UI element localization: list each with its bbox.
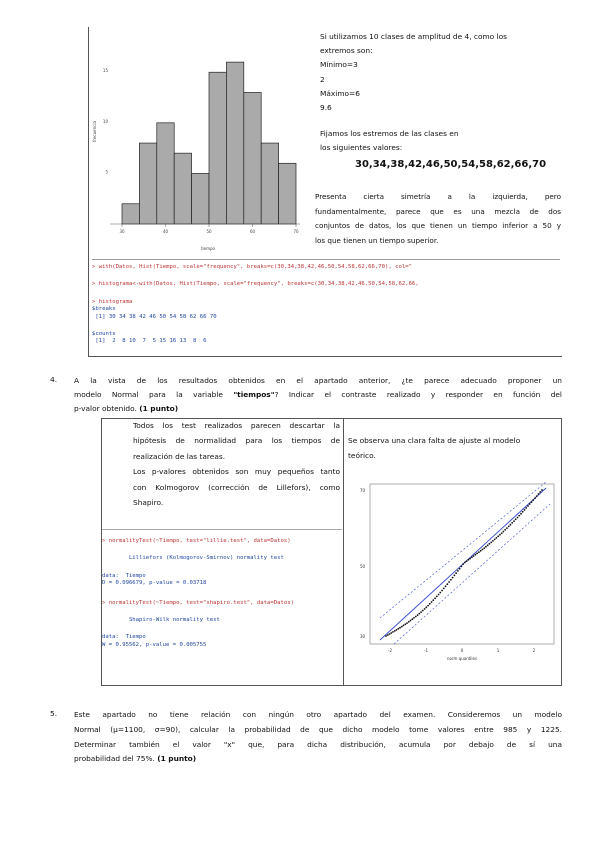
q4-bold-word: "tiempos": [233, 390, 275, 400]
qq-point: [446, 583, 448, 585]
qq-point: [503, 531, 505, 533]
console-output: W = 0.95562, p-value = 0.005755: [102, 641, 207, 648]
qq-point: [415, 616, 417, 618]
qq-point: [466, 560, 468, 562]
qq-point: [434, 597, 436, 599]
comment-line: los que tienen un tiempo superior.: [315, 235, 439, 245]
q5-line: Este apartado no tiene relación con ningún otro apartado del examen. Consideremos un modelo: [74, 710, 562, 719]
qq-xtick: 1: [496, 648, 500, 653]
x-tick-label: 70: [293, 229, 299, 234]
qq-plot: [350, 478, 558, 674]
q4-line: [74, 402, 562, 416]
answer-line: Todos los test realizados parecen descartar la: [133, 421, 340, 430]
qq-ytick: 50: [360, 564, 366, 569]
qq-point: [443, 588, 445, 590]
x-tick-label: 40: [162, 229, 169, 234]
qq-point: [522, 511, 524, 513]
console-command: > with(Datos, Hist(Tiempo, scale="frequency", breaks=c(30,34,38,42,46,50,54,58,62,66,70), col=": [92, 264, 412, 270]
histogram-bar: [174, 153, 191, 224]
histogram-bar: [139, 143, 156, 224]
qq-point: [390, 632, 392, 634]
qq-point: [508, 526, 510, 528]
qq-point: [513, 520, 515, 522]
q5-number: 5.: [50, 709, 58, 718]
answer-line: realización de las tareas.: [133, 451, 226, 461]
answer-line: hipótesis de normalidad para los tiempos de: [133, 436, 340, 446]
qq-point: [529, 503, 531, 505]
qq-point: [448, 581, 450, 583]
qq-point: [504, 529, 506, 531]
right-line: teórico.: [348, 451, 376, 460]
qq-point: [406, 622, 408, 624]
answer-line: Los p-valores obtenidos son muy pequeños tanto: [133, 467, 340, 477]
qq-point: [399, 627, 401, 629]
qq-point: [541, 489, 543, 491]
console-output: [1] 30 34 38 42 46 50 54 58 62 66 70: [92, 313, 217, 320]
qq-point: [431, 601, 433, 603]
qq-point: [461, 566, 463, 568]
console-output: data: Tiempo: [102, 634, 146, 641]
qq-point: [392, 631, 394, 633]
qq-xtick: 0: [460, 648, 464, 653]
qq-point: [473, 555, 475, 557]
qq-envelope-lower: [394, 504, 550, 644]
qq-point: [420, 611, 422, 613]
class-description: [320, 30, 560, 156]
qq-point: [413, 617, 415, 619]
intro-line: Máximo=6: [320, 88, 360, 98]
qq-point: [489, 543, 491, 545]
qq-point: [445, 585, 447, 587]
fix-line: Fijamos los estremos de las clases en: [320, 129, 459, 139]
console-output: data: Tiempo: [102, 572, 146, 579]
qq-point: [454, 575, 456, 577]
intro-line: Si utilizamos 10 clases de amplitud de 4, como los: [320, 32, 507, 41]
y-tick-label: 5: [105, 169, 108, 175]
answer-line: Shapiro.: [133, 498, 164, 508]
qq-point: [532, 499, 534, 501]
qq-xtick: -2: [388, 648, 392, 653]
r-console: [92, 259, 560, 356]
qq-point: [403, 625, 405, 627]
qq-point: [401, 626, 403, 628]
qq-point: [518, 515, 520, 517]
q5-statement: [74, 708, 562, 767]
qq-point: [539, 491, 541, 493]
qq-point: [485, 546, 487, 548]
qq-point: [469, 558, 471, 560]
qq-point: [501, 532, 503, 534]
fix-line: los siguientes valores:: [320, 143, 403, 153]
y-tick-label: 15: [102, 68, 108, 74]
qq-point: [478, 551, 480, 553]
q4-line-end: p-valor obtenido.: [74, 404, 137, 414]
intro-line: extremos son:: [320, 46, 373, 56]
qq-point: [499, 534, 501, 536]
qq-point: [490, 542, 492, 544]
intro-line: 9.6: [320, 103, 332, 113]
q4-statement: [74, 374, 562, 417]
comment-line: fundamentalmente, parece que es una mezcla de dos: [315, 206, 561, 216]
histogram-bar: [157, 123, 174, 224]
qq-point: [525, 507, 527, 509]
qq-point: [422, 610, 424, 612]
q4-number: 4.: [50, 375, 58, 384]
histogram-comment: [315, 190, 561, 248]
qq-point: [515, 518, 517, 520]
qq-point: [531, 501, 533, 503]
qq-point: [517, 517, 519, 519]
q4-line-start: modelo Normal para la variable: [74, 390, 223, 400]
console-output: $breaks: [92, 306, 116, 313]
qq-envelope-upper: [380, 482, 546, 618]
qq-point: [468, 559, 470, 561]
qq-point: [387, 634, 389, 636]
console-output: $counts: [92, 331, 116, 338]
qq-point: [510, 524, 512, 526]
qq-point: [459, 568, 461, 570]
q4-line: [74, 388, 562, 402]
qq-xlabel: norm quantiles: [446, 656, 478, 661]
qq-point: [483, 547, 485, 549]
answer-line: con Kolmogorov (corrección de Lillefors), como: [133, 482, 340, 492]
console-output: Shapiro-Wilk normality test: [102, 617, 220, 624]
qq-point: [438, 594, 440, 596]
qq-point: [497, 535, 499, 537]
qq-point: [452, 577, 454, 579]
histogram-chart: [88, 30, 306, 255]
qq-point: [396, 629, 398, 631]
x-tick-label: 60: [249, 229, 256, 234]
qq-point: [410, 620, 412, 622]
q4-right-text: [348, 433, 560, 463]
right-line: Se observa una clara falta de ajuste al modelo: [348, 436, 521, 445]
console-command: > histograma<-with(Datos, Hist(Tiempo, scale="frequency", breaks=c(30,34,38,42,46,50,54,58,62,66,: [92, 281, 419, 288]
histogram-bar: [244, 92, 261, 224]
qq-ytick: 30: [360, 634, 366, 639]
qq-point: [394, 630, 396, 632]
console-output: [1] 2 8 10 7 5 15 16 13 8 6: [92, 338, 207, 345]
qq-point: [471, 556, 473, 558]
q5-line-end: probabilidad del 75%.: [74, 754, 155, 764]
qq-point: [538, 493, 540, 495]
comment-line: Presenta cierta simetría a la izquierda, pero: [315, 192, 561, 201]
histogram-bar: [226, 62, 243, 224]
q4-points: (1 punto): [139, 404, 179, 414]
qq-point: [482, 549, 484, 551]
intro-line: 2: [320, 74, 325, 84]
qq-ytick: 70: [360, 488, 366, 493]
console-command: > normalityTest(~Tiempo, test="shapiro.test", data=Datos): [102, 599, 294, 606]
histogram-bar: [192, 173, 209, 224]
qq-point: [492, 540, 494, 542]
qq-point: [385, 635, 387, 637]
q4-answer-text: [106, 418, 340, 510]
breaks-values: 30,34,38,42,46,50,54,58,62,66,70: [355, 159, 547, 170]
qq-point: [408, 621, 410, 623]
qq-point: [427, 605, 429, 607]
qq-point: [476, 553, 478, 555]
x-tick-label: 30: [119, 229, 125, 234]
q4-line: A la vista de los resultados obtenidos en el apartado anterior, ¿te parece adecuado proponer un: [74, 376, 562, 385]
y-tick-label: 10: [102, 118, 108, 124]
qq-point: [417, 614, 419, 616]
histogram-bar: [261, 143, 278, 224]
qq-point: [520, 513, 522, 515]
qq-point: [425, 606, 427, 608]
qq-point: [404, 623, 406, 625]
qq-point: [432, 599, 434, 601]
comment-line: conjuntos de datos, los que tienen un tiempo inferior a 50 y: [315, 221, 561, 231]
console-command: > histograma: [92, 298, 133, 305]
qq-point: [462, 563, 464, 565]
qq-point: [411, 618, 413, 620]
qq-point: [527, 505, 529, 507]
qq-point: [536, 495, 538, 497]
qq-point: [524, 509, 526, 511]
qq-point: [418, 613, 420, 615]
histogram-bar: [209, 72, 226, 224]
qq-point: [450, 579, 452, 581]
qq-point: [457, 570, 459, 572]
console-command: > normalityTest(~Tiempo, test="lillie.test", data=Datos): [102, 538, 291, 544]
qq-point: [534, 497, 536, 499]
qq-point: [397, 628, 399, 630]
qq-point: [480, 550, 482, 552]
console-output: D = 0.096679, p-value = 0.03718: [102, 580, 207, 587]
q5-line: Determinar también el valor "x" que, para dicha distribución, acumula por debajo de sí una: [74, 739, 562, 749]
qq-point: [389, 633, 391, 635]
q5-line: Normal (μ=1100, σ=90), calcular la probabilidad de que dicho modelo tome valores entre 985 y 1225.: [74, 724, 562, 734]
qq-point: [506, 527, 508, 529]
qq-xtick: -1: [424, 648, 428, 653]
qq-point: [464, 562, 466, 564]
q5-points: (1 punto): [157, 754, 197, 764]
qq-point: [475, 554, 477, 556]
histogram-bar: [122, 204, 139, 224]
intro-line: Mínimo=3: [320, 60, 358, 70]
x-tick-label: 50: [206, 229, 212, 234]
q4-table-divider: [343, 418, 344, 686]
qq-xtick: 2: [532, 648, 536, 653]
x-axis-label: tiempo: [200, 246, 216, 251]
console-output: Lilliefors (Kolmogorov-Smirnov) normality test: [102, 555, 284, 562]
qq-point: [429, 603, 431, 605]
qq-point: [496, 537, 498, 539]
qq-point: [436, 596, 438, 598]
normality-console: [102, 529, 342, 686]
q4-line-rest: ? Indicar el contraste realizado y responder en función del: [274, 390, 562, 400]
qq-point: [455, 572, 457, 574]
y-axis-label: frecuencia: [92, 121, 97, 142]
qq-point: [439, 592, 441, 594]
qq-point: [511, 522, 513, 524]
histogram-bar: [279, 163, 296, 224]
q5-line: [74, 752, 562, 767]
qq-point: [494, 539, 496, 541]
qq-point: [441, 590, 443, 592]
qq-point: [487, 544, 489, 546]
qq-point: [424, 608, 426, 610]
